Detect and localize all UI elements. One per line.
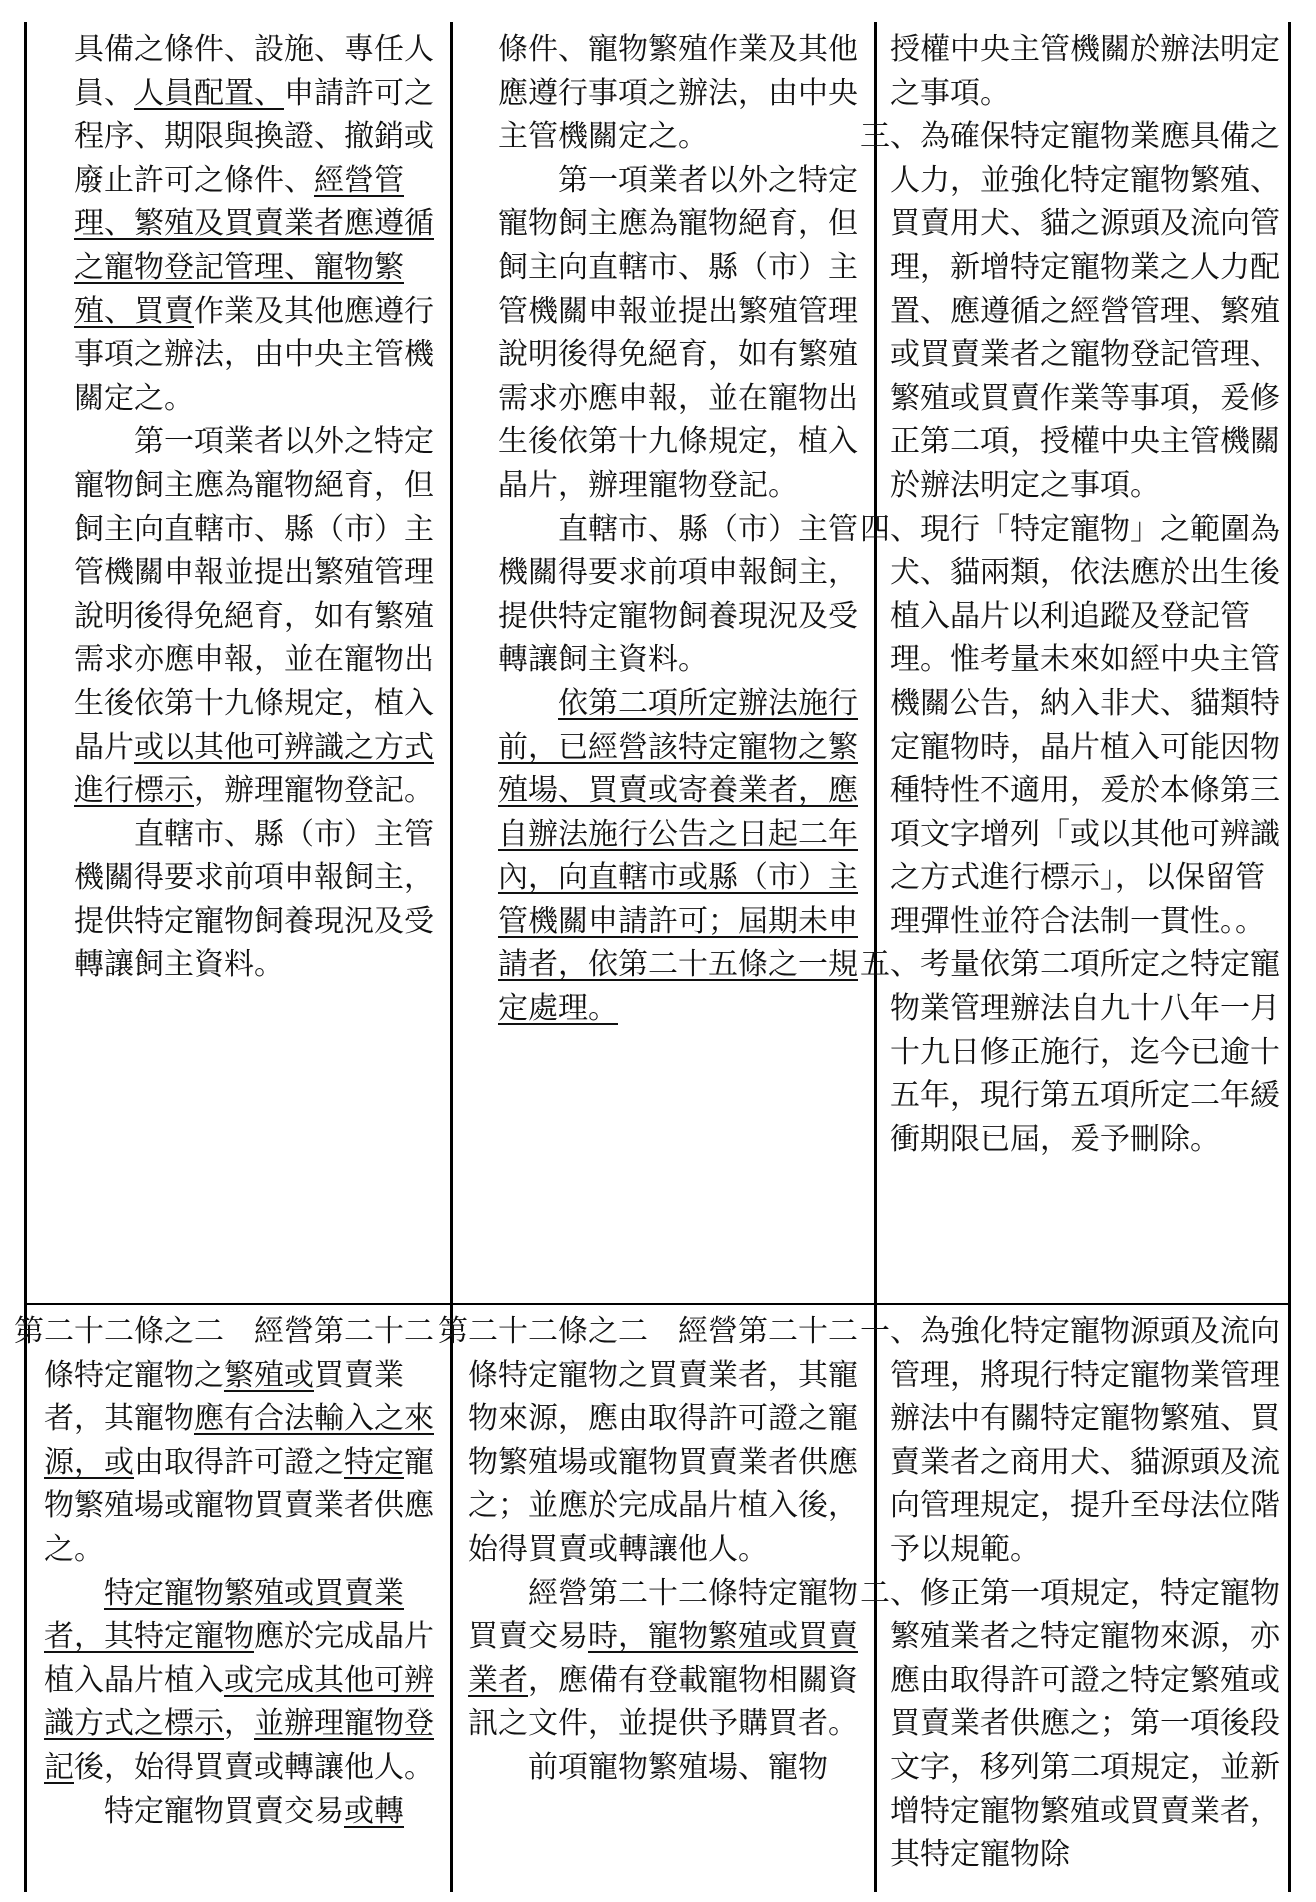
underlined-amendment-text: 特定 [344,1444,404,1480]
text-segment: 第一項業者以外之特定寵物飼主應為寵物絕育，但飼主向直轄市、縣（市）主管機關申報並提出繁殖管理說明後得免絕育，如有繁殖需求亦應申報，並在寵物出生後依第十九條規定，植入晶片 [74,424,434,765]
paragraph [860,28,1282,115]
paragraph [44,1572,440,1790]
underlined-amendment-text: 或轉 [344,1793,404,1829]
paragraph [860,508,1282,944]
underlined-amendment-text: 依第二項所定辦法施行前，已經營該特定寵物之繁殖場、買賣或寄養業者，應自辦法施行公告之日起二年內，向直轄市或縣（市）主管機關申請許可；屆期未申請者，依第二十五條之一規定處理。 [498,685,858,1027]
underlined-amendment-text: 人員配置、 [134,75,284,111]
paragraph [468,1746,864,1790]
text-segment: 條件、寵物繁殖作業及其他應遵行事項之辦法，由中央主管機關定之。 [498,32,858,155]
text-segment: 三、為確保特定寵物業應具備之人力，並強化特定寵物繁殖、買賣用犬、貓之源頭及流向管理，新增特定寵物業之人力配置、應遵循之經營管理、繁殖或買賣業者之寵物登記管理、繁殖或買賣作業等事項，爰修正第二項，授權中央主管機關於辦法明定之事項。 [860,119,1280,503]
text-segment: 第二十二條之二 經營第二十二條特定寵物之 [14,1314,434,1393]
paragraph [498,159,864,508]
underlined-amendment-text: 應有合法輸入之來源，或 [44,1401,434,1480]
paragraph [860,1310,1282,1572]
row2-current-text-cell [438,1310,864,1790]
row1-explanation-cell [860,28,1282,1161]
text-segment: ， [224,1706,254,1742]
text-segment: 買賣業者，其寵物 [44,1357,404,1437]
text-segment: 經營第二十二條特定寵物買賣交易 [468,1575,858,1655]
paragraph [74,420,440,812]
paragraph [860,943,1282,1161]
row-divider [24,1303,1291,1305]
table-border-right [1288,22,1291,1892]
text-segment: 直轄市、縣（市）主管機關得要求前項申報飼主，提供特定寵物飼養現況及受轉讓飼主資料。 [74,816,434,983]
underlined-amendment-text: 並辦理寵物登記 [44,1706,434,1785]
text-segment: 特定寵物買賣交易 [104,1793,344,1829]
text-segment: 前項寵物繁殖場、寵物 [528,1749,828,1785]
paragraph [468,1572,864,1746]
paragraph [498,682,864,1031]
underlined-amendment-text: 時，寵物繁殖或買賣業者 [468,1619,858,1698]
text-segment: 寵物繁殖場或寵物買賣業者供應之。 [44,1444,434,1567]
underlined-amendment-text: 或完成其他可辨識方式之標示 [44,1662,434,1742]
paragraph [74,813,440,987]
row1-current-text-cell [498,28,864,1031]
text-segment: 作業及其他應遵行事項之辦法，由中央主管機關定之。 [74,293,434,416]
text-segment: 申請許可之程序、期限與換證、撤銷或廢止許可之條件、 [74,75,434,198]
underlined-amendment-text: 或以其他可辨識之方式進行標示 [74,729,434,809]
text-segment: 第二十二條之二 經營第二十二條特定寵物之買賣業者，其寵物來源，應由取得許可證之寵物繁殖場或寵物買賣業者供應之；並應於完成晶片植入後，始得買賣或轉讓他人。 [438,1314,858,1567]
paragraph [44,1790,440,1834]
row1-amended-text-cell [74,28,440,987]
row2-amended-text-cell [14,1310,440,1833]
paragraph [498,28,864,159]
table-border-left [24,22,27,1892]
underlined-amendment-text: 特定寵物繁殖或買賣業者，其特定寵物 [44,1575,404,1655]
text-segment: 具備之條件、設施、專任人員、 [74,32,434,111]
text-segment: 四、現行「特定寵物」之範圍為犬、貓兩類，依法應於出生後植入晶片以利追蹤及登記管理。惟考量未來如經中央主管機關公告，納入非犬、貓類特定寵物時，晶片植入可能因物種特性不適用，爰於本條第三項文字增列「或以其他可辨識之方式進行標示」，以保留管理彈性並符合法制一貫性。。 [860,511,1280,939]
paragraph [74,28,440,420]
text-segment: 後，始得買賣或轉讓他人。 [74,1749,434,1785]
text-segment: 五、考量依第二項所定之特定寵物業管理辦法自九十八年一月十九日修正施行，迄今已逾十五年，現行第五項所定二年緩衝期限已屆，爰予刪除。 [860,947,1280,1157]
underlined-amendment-text: 經營管理、繁殖及買賣業者應遵循之寵物登記管理、寵物繁殖、買賣 [74,162,434,329]
paragraph [14,1310,440,1572]
underlined-amendment-text: 或 [284,1357,314,1393]
paragraph [498,508,864,682]
text-segment: 由取得許可證之 [134,1444,344,1480]
text-segment: 第一項業者以外之特定寵物飼主應為寵物絕育，但飼主向直轄市、縣（市）主管機關申報並提出繁殖管理說明後得免絕育，如有繁殖需求亦應申報，並在寵物出生後依第十九條規定，植入晶片，辦理寵物登記。 [498,162,858,503]
row2-explanation-cell [860,1310,1282,1877]
paragraph [438,1310,864,1572]
text-segment: ，辦理寵物登記。 [194,773,434,809]
text-segment: 授權中央主管機關於辦法明定之事項。 [860,32,1280,111]
text-segment: ，應備有登載寵物相關資訊之文件，並提供予購買者。 [468,1662,858,1742]
column-divider-1 [450,22,453,1892]
text-segment: 應於完成晶片植入晶片植入 [44,1619,434,1698]
paragraph [860,1572,1282,1877]
underlined-amendment-text: 繁殖 [224,1357,284,1393]
text-segment: 二、修正第一項規定，特定寵物繁殖業者之特定寵物來源，亦應由取得許可證之特定繁殖或買賣業者供應之；第一項後段文字，移列第二項規定，並新增特定寵物繁殖或買賣業者，其特定寵物除 [860,1575,1280,1873]
text-segment: 一、為強化特定寵物源頭及流向管理，將現行特定寵物業管理辦法中有關特定寵物繁殖、買賣業者之商用犬、貓源頭及流向管理規定，提升至母法位階予以規範。 [860,1314,1280,1567]
paragraph [860,115,1282,507]
text-segment: 直轄市、縣（市）主管機關得要求前項申報飼主，提供特定寵物飼養現況及受轉讓飼主資料。 [498,511,858,678]
